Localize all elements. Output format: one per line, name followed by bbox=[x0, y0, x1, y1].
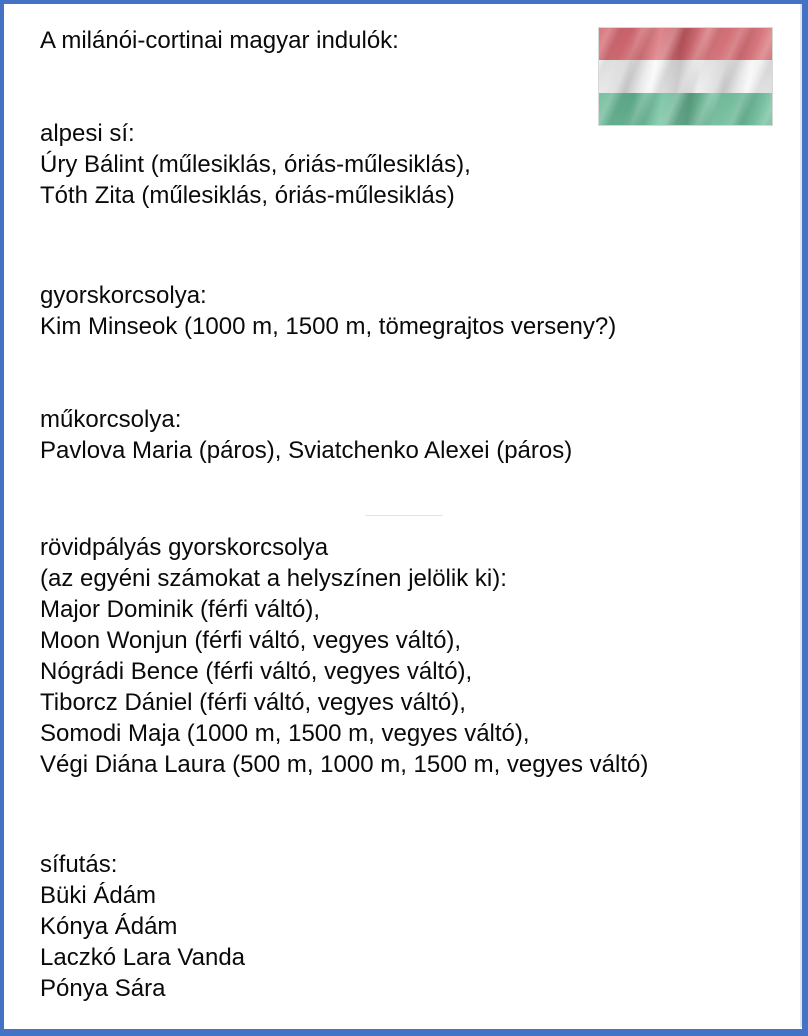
page-title: A milánói-cortinai magyar indulók: bbox=[40, 27, 399, 54]
hungarian-flag-icon bbox=[598, 27, 773, 126]
section-heading-short-track: rövidpályás gyorskorcsolya bbox=[40, 534, 329, 561]
flag-sheen bbox=[599, 28, 772, 125]
athlete-line: Tiborcz Dániel (férfi váltó, vegyes váltó), bbox=[40, 689, 466, 716]
athlete-line: Major Dominik (férfi váltó), bbox=[40, 596, 321, 623]
section-heading-figure-skating: műkorcsolya: bbox=[40, 406, 182, 433]
section-heading-cross-country-skiing: sífutás: bbox=[40, 851, 118, 878]
frame-shadow bbox=[800, 4, 802, 1027]
athlete-line: Somodi Maja (1000 m, 1500 m, vegyes váltó), bbox=[40, 720, 530, 747]
athlete-line: Kim Minseok (1000 m, 1500 m, tömegrajtos verseny?) bbox=[40, 313, 617, 340]
faint-divider bbox=[365, 515, 443, 516]
athlete-line: Laczkó Lara Vanda bbox=[40, 944, 246, 971]
athlete-line: Kónya Ádám bbox=[40, 913, 178, 940]
athlete-line: Tóth Zita (műlesiklás, óriás-műlesiklás) bbox=[40, 182, 455, 209]
section-heading-alpine-skiing: alpesi sí: bbox=[40, 120, 135, 147]
athlete-line: Büki Ádám bbox=[40, 882, 157, 909]
athlete-line: Pónya Sára bbox=[40, 975, 166, 1002]
athlete-line: Nógrádi Bence (férfi váltó, vegyes váltó), bbox=[40, 658, 473, 685]
section-subheading-short-track: (az egyéni számokat a helyszínen jelölik ki): bbox=[40, 565, 507, 592]
athlete-line: Moon Wonjun (férfi váltó, vegyes váltó), bbox=[40, 627, 462, 654]
section-heading-speed-skating: gyorskorcsolya: bbox=[40, 282, 207, 309]
athlete-line: Úry Bálint (műlesiklás, óriás-műlesiklás), bbox=[40, 151, 471, 178]
athlete-line: Pavlova Maria (páros), Sviatchenko Alexei (páros) bbox=[40, 437, 573, 464]
athlete-line: Végi Diána Laura (500 m, 1000 m, 1500 m, vegyes váltó) bbox=[40, 751, 649, 778]
